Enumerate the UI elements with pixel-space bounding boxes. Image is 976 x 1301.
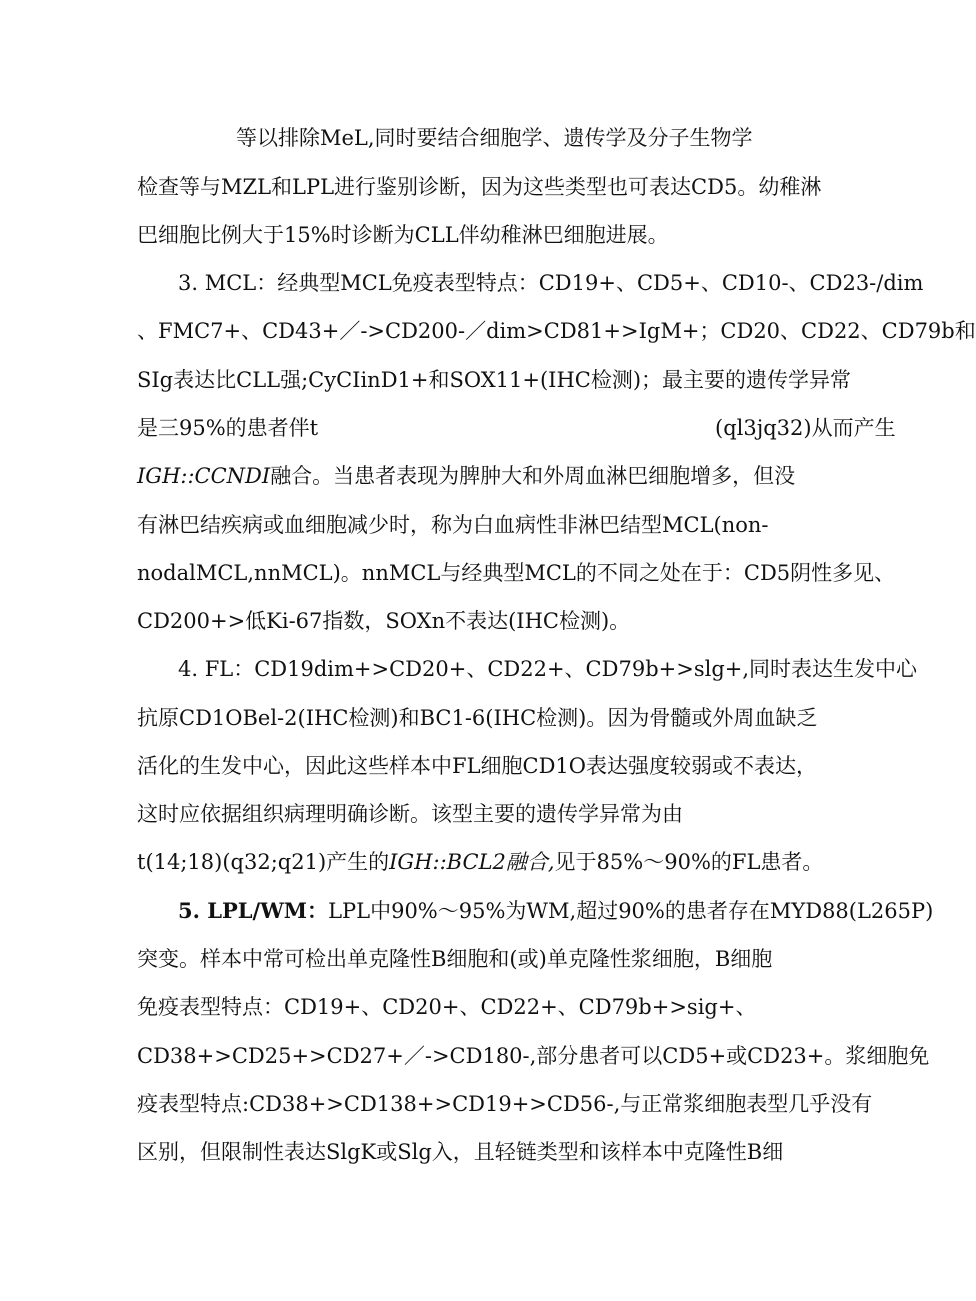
text-line (137, 1090, 873, 1118)
line-text: SIg表达比CLL强;CyCIinD1+和SOX11+(IHC检测)；最主要的遗传学异常 (137, 368, 852, 392)
text-line (137, 414, 896, 442)
line-text: CD38+>CD25+>CD27+／->CD180-,部分患者可以CD5+或CD23+。浆细胞免 (137, 1044, 930, 1068)
line-text: 4. FL：CD19dim+>CD20+、CD22+、CD79b+>slg+,同时表达生发中心 (178, 657, 918, 681)
line-text: nodalMCL,nnMCL)。nnMCL与经典型MCL的不同之处在于：CD5阴性多见、 (137, 561, 896, 585)
line-text: 这时应依据组织病理明确诊断。该型主要的遗传学异常为由 (137, 802, 683, 826)
line-text: 见于85%～90%的FL患者。 (554, 850, 824, 874)
text-line (178, 897, 934, 925)
text-line (137, 800, 797, 828)
text-line (137, 752, 817, 780)
line-text: 免疫表型特点：CD19+、CD20+、CD22+、CD79b+>sig+、 (137, 995, 757, 1019)
text-line (178, 269, 924, 297)
text-line (137, 511, 797, 539)
line-text: 突变。样本中常可检出单克隆性B细胞和(或)单克隆性浆细胞，B细胞 (137, 947, 773, 971)
line-text: 抗原CD1OBel-2(IHC检测)和BC1-6(IHC检测)。因为骨髓或外周血缺乏 (137, 706, 818, 730)
text-line (137, 848, 824, 876)
text-line (137, 945, 797, 973)
line-text: 检查等与MZL和LPL进行鉴别诊断，因为这些类型也可表达CD5。幼稚淋 (137, 175, 822, 199)
text-line (236, 124, 896, 152)
section-heading: 5. LPL/WM： (178, 898, 329, 923)
line-text: t(14;18)(q32;q21)产生的 (137, 850, 390, 874)
line-text: LPL中90%～95%为WM,超过90%的患者存在MYD88(L265P) (328, 899, 934, 923)
line-text: 等以排除MeL,同时要结合细胞学、遗传学及分子生物学 (236, 126, 753, 150)
text-line (137, 317, 976, 345)
line-text: 疫表型特点:CD38+>CD138+>CD19+>CD56-,与正常浆细胞表型几乎没有 (137, 1092, 873, 1116)
text-line (137, 462, 797, 490)
gene-name: IGH::BCL2融合, (389, 850, 555, 874)
line-text: 融合。当患者表现为脾肿大和外周血淋巴细胞增多，但没 (270, 464, 796, 488)
line-text: 活化的生发中心，因此这些样本中FL细胞CD1O表达强度较弱或不表达， (137, 754, 817, 778)
text-line (137, 1042, 930, 1070)
text-line (137, 559, 896, 587)
line-text: 有淋巴结疾病或血细胞减少时，称为白血病性非淋巴结型MCL(non- (137, 513, 769, 537)
text-line (137, 366, 852, 394)
text-line (137, 173, 822, 201)
text-line (178, 655, 918, 683)
gene-name: IGH::CCNDI (137, 464, 271, 488)
text-line (137, 993, 797, 1021)
text-line (137, 1138, 797, 1166)
line-text: 巴细胞比例大于15%时诊断为CLL伴幼稚淋巴细胞进展。 (137, 223, 669, 247)
line-text: 、FMC7+、CD43+／->CD200-／dim>CD81+>IgM+；CD20、CD22、CD79b和 (137, 319, 976, 343)
text-line (137, 607, 797, 635)
line-text: 是三95%的患者伴t (137, 416, 319, 440)
line-text: 3. MCL：经典型MCL免疫表型特点：CD19+、CD5+、CD10-、CD23-/dim (178, 271, 924, 295)
text-line (137, 704, 818, 732)
line-text: (ql3jq32)从而产生 (715, 416, 896, 440)
line-text: 区别，但限制性表达SlgK或Slg入，且轻链类型和该样本中克隆性B细 (137, 1140, 784, 1164)
line-text: CD200+>低Ki-67指数，SOXn不表达(IHC检测)。 (137, 609, 631, 633)
text-line (137, 221, 797, 249)
